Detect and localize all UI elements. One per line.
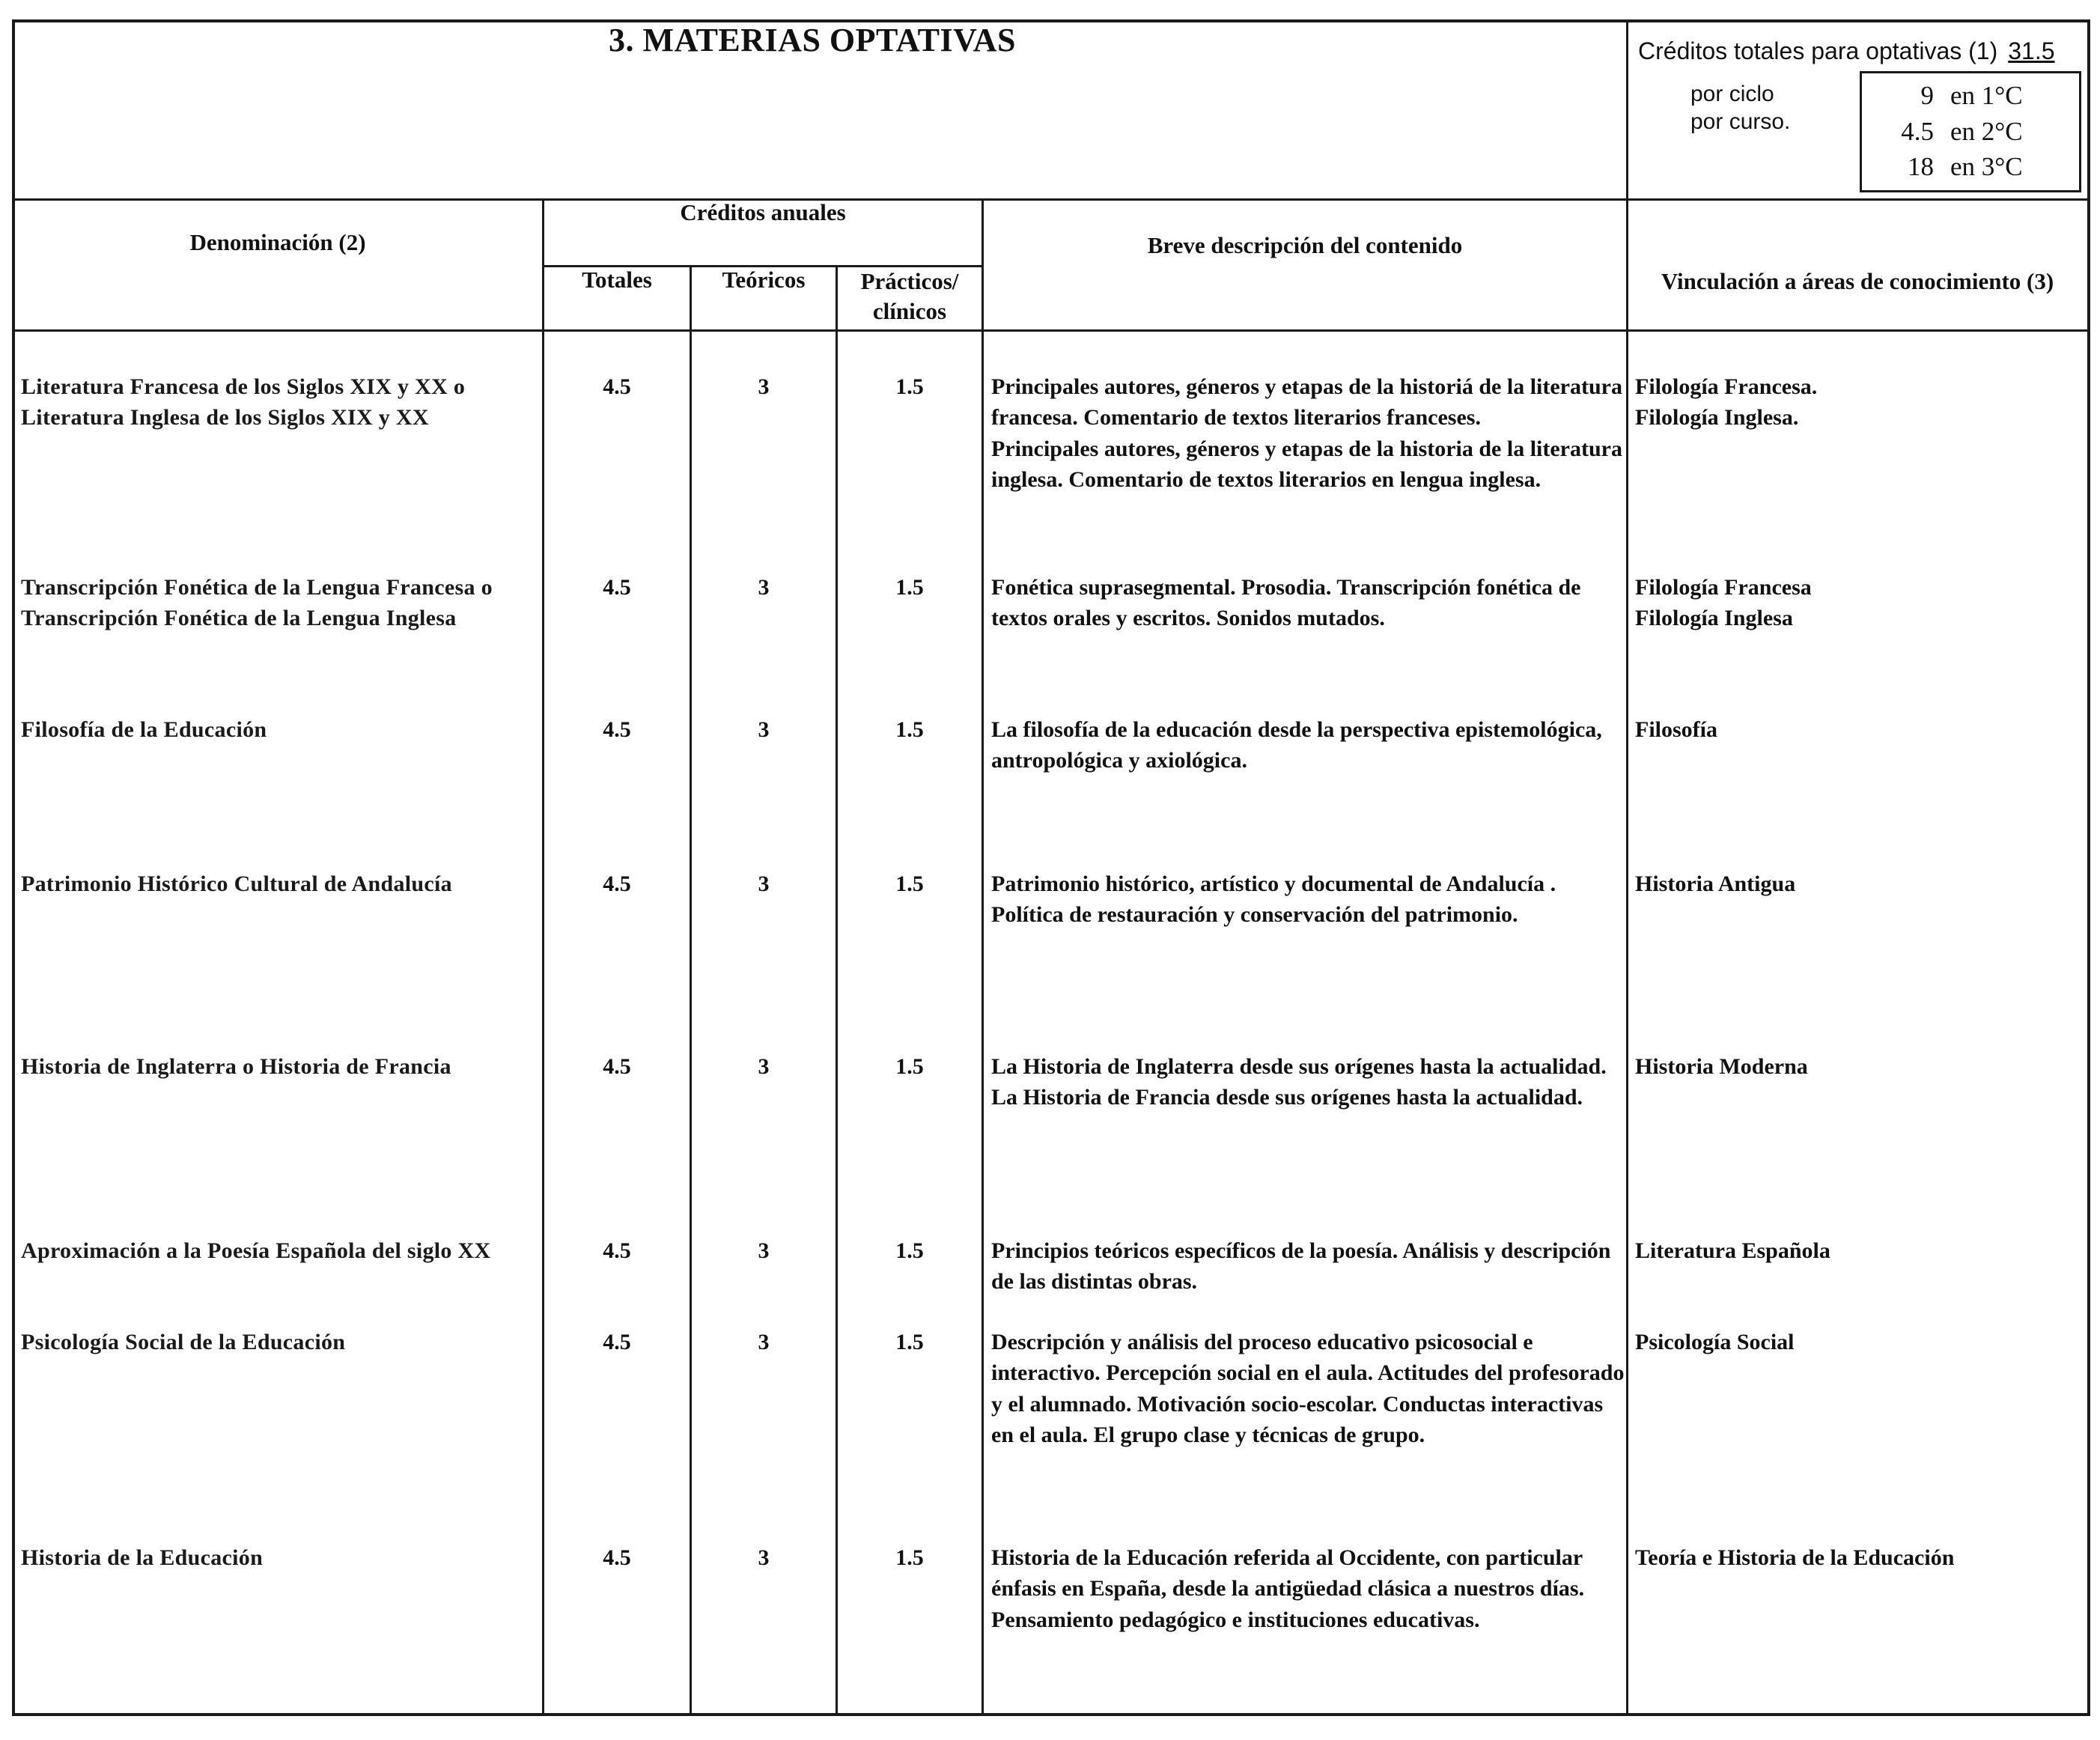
row-totales: 4.5 [603, 717, 631, 742]
col-header-vinculacion: Vinculación a áreas de conocimiento (3) [1661, 268, 2054, 294]
row-denominacion: Patrimonio Histórico Cultural de Andalucía [21, 871, 452, 896]
row-descripcion: La filosofía de la educación desde la perspectiva epistemológica, antropológica y axiológica. [991, 717, 1602, 773]
col-line-1 [542, 198, 544, 1716]
row-descripcion: Principios teóricos específicos de la poesía. Análisis y descripción de las distintas obras. [991, 1238, 1611, 1295]
row-practicos: 1.5 [895, 717, 924, 742]
row-practicos: 1.5 [895, 871, 924, 896]
per-cycle-row [1862, 114, 2079, 150]
row-vinculacion: Filología Francesa Filología Inglesa [1635, 575, 1812, 631]
credits-total [1638, 37, 2055, 65]
row-vinculacion: Psicología Social [1635, 1330, 1795, 1354]
row-vinculacion: Historia Antigua [1635, 871, 1796, 896]
per-curso-label: por curso. [1690, 109, 1791, 134]
row-vinculacion: Filología Francesa. Filología Inglesa. [1635, 374, 1818, 431]
col-header-practicos: Prácticos/ clínicos [860, 268, 959, 325]
row-denominacion: Literatura Francesa de los Siglos XIX y XX o Literatura Inglesa de los Siglos XIX y XX [21, 374, 466, 431]
row-teoricos: 3 [758, 1330, 770, 1354]
row-totales: 4.5 [603, 1330, 631, 1354]
header-bottom-rule [12, 198, 2090, 201]
col-line-4 [981, 198, 984, 1716]
col-line-3 [836, 265, 838, 1716]
row-totales: 4.5 [603, 1545, 631, 1570]
row-teoricos: 3 [758, 871, 770, 896]
per-cycle-value: 4.5 [1901, 116, 1934, 146]
column-header-rule [12, 329, 2090, 332]
row-denominacion: Filosofía de la Educación [21, 717, 267, 742]
per-cycle-value: 18 [1908, 152, 1934, 182]
row-descripcion: La Historia de Inglaterra desde sus orígenes hasta la actualidad. La Historia de Francia desde sus orígenes hasta la actualidad. [991, 1054, 1607, 1110]
credits-total-value: 31.5 [2008, 37, 2055, 64]
row-denominacion: Transcripción Fonética de la Lengua Francesa o Transcripción Fonética de la Lengua Inglesa [21, 575, 493, 631]
col-line-2 [690, 265, 692, 1716]
col-header-totales: Totales [582, 267, 652, 293]
title-divider [1626, 19, 1628, 201]
row-practicos: 1.5 [895, 374, 924, 399]
row-teoricos: 3 [758, 374, 770, 399]
per-cycle-unit: en 3°C [1950, 152, 2023, 182]
row-descripcion: Patrimonio histórico, artístico y documental de Andalucía . Política de restauración y conservación del patrimonio. [991, 871, 1556, 928]
per-cycle-unit: en 1°C [1950, 81, 2023, 110]
col-line-5 [1626, 198, 1628, 1716]
row-teoricos: 3 [758, 717, 770, 742]
row-practicos: 1.5 [895, 1545, 924, 1570]
row-denominacion: Aproximación a la Poesía Española del siglo XX [21, 1238, 491, 1263]
row-practicos: 1.5 [895, 1054, 924, 1079]
col-header-teoricos: Teóricos [722, 267, 806, 293]
row-totales: 4.5 [603, 1054, 631, 1079]
row-denominacion: Historia de la Educación [21, 1545, 264, 1570]
row-practicos: 1.5 [895, 575, 924, 600]
per-ciclo-label: por ciclo [1690, 82, 1774, 106]
row-vinculacion: Filosofía [1635, 717, 1717, 742]
row-descripcion: Fonética suprasegmental. Prosodia. Transcripción fonética de textos orales y escritos. Sonidos mutados. [991, 575, 1581, 631]
col-header-creditos: Créditos anuales [680, 199, 846, 225]
row-descripcion: Historia de la Educación referida al Occidente, con particular énfasis en España, desde la antigüedad clásica a nuestros días. Pensamiento pedagógico e instituciones educativas. [991, 1545, 1585, 1632]
row-vinculacion: Historia Moderna [1635, 1054, 1808, 1079]
row-denominacion: Psicología Social de la Educación [21, 1330, 346, 1354]
row-descripcion: Principales autores, géneros y etapas de la historiá de la literatura francesa. Comentario de textos literarios franceses. Principales autores, géneros y etapas de la historia de la literatura inglesa. Comentario de textos literarios en lengua inglesa. [991, 374, 1622, 493]
credits-summary [1638, 37, 2087, 196]
per-cycle-unit: en 2°C [1950, 116, 2023, 146]
per-labels [1690, 81, 1790, 136]
per-cycle-box [1860, 71, 2081, 192]
row-practicos: 1.5 [895, 1330, 924, 1354]
row-teoricos: 3 [758, 1238, 770, 1263]
row-totales: 4.5 [603, 871, 631, 896]
row-totales: 4.5 [603, 575, 631, 600]
per-cycle-row [1862, 149, 2079, 185]
per-cycle-value: 9 [1920, 81, 1934, 110]
row-vinculacion: Literatura Española [1635, 1238, 1830, 1263]
page-title: 3. MATERIAS OPTATIVAS [609, 22, 1016, 58]
row-teoricos: 3 [758, 1054, 770, 1079]
row-practicos: 1.5 [895, 1238, 924, 1263]
col-header-descripcion: Breve descripción del contenido [1147, 232, 1463, 258]
row-vinculacion: Teoría e Historia de la Educación [1635, 1545, 1955, 1570]
row-totales: 4.5 [603, 374, 631, 399]
row-denominacion: Historia de Inglaterra o Historia de Francia [21, 1054, 451, 1079]
credits-total-label: Créditos totales para optativas (1) [1638, 37, 1998, 64]
row-totales: 4.5 [603, 1238, 631, 1263]
row-descripcion: Descripción y análisis del proceso educativo psicosocial e interactivo. Percepción social en el aula. Actitudes del profesorado y el alumnado. Motivación socio-escolar. Conductas interactivas en el aula. El grupo clase y técnicas de grupo. [991, 1330, 1625, 1448]
col-header-denominacion: Denominación (2) [189, 229, 366, 255]
row-teoricos: 3 [758, 575, 770, 600]
row-teoricos: 3 [758, 1545, 770, 1570]
per-cycle-row [1862, 78, 2079, 114]
